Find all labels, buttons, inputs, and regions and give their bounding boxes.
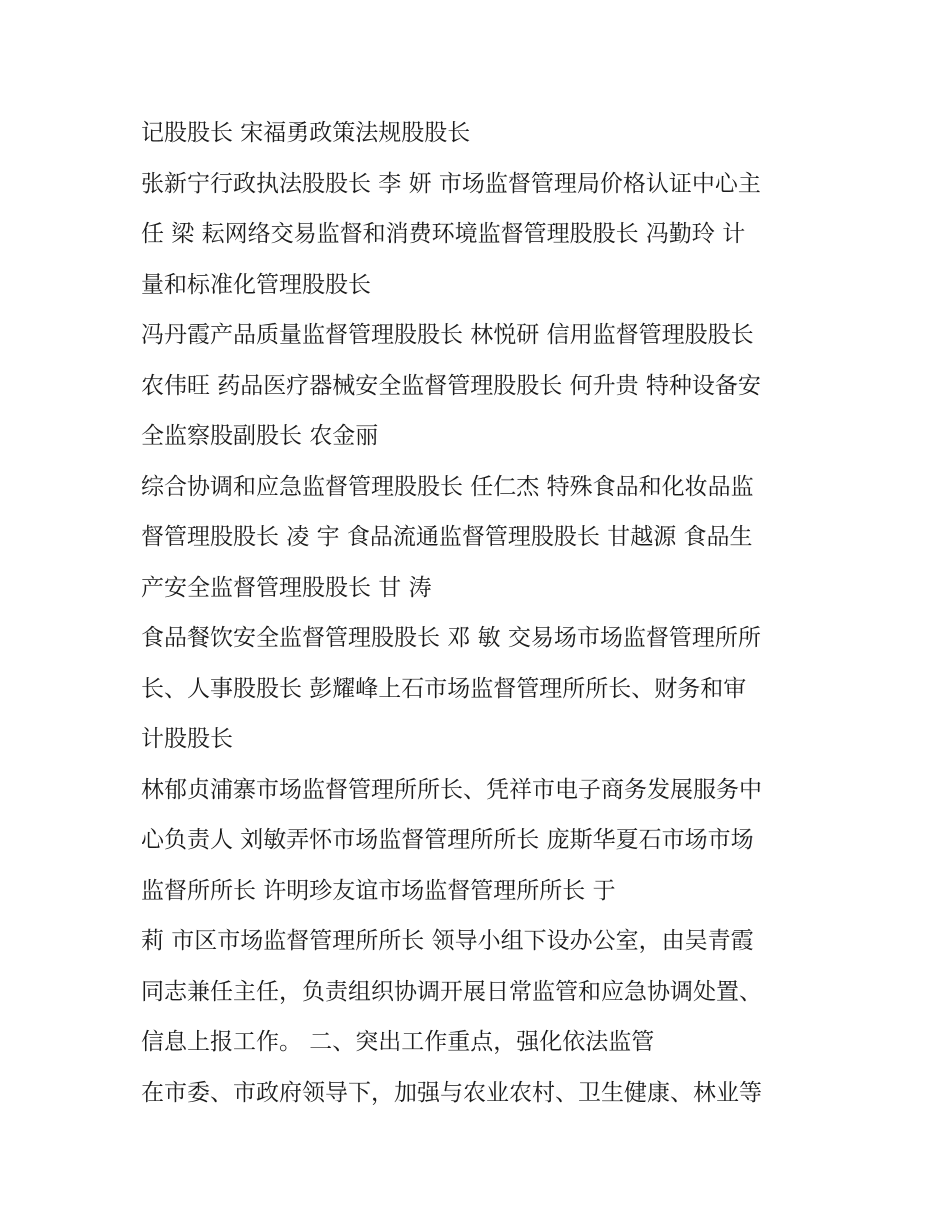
text-line: 长、人事股股长 彭耀峰上石市场监督管理所所长、财务和审: [141, 675, 747, 702]
text-line: 在市委、市政府领导下，加强与农业农村、卫生健康、林业等: [141, 1079, 762, 1106]
text-line: 同志兼任主任，负责组织协调开展日常监管和应急协调处置、: [141, 978, 762, 1005]
text-line: 食品餐饮安全监督管理股股长 邓 敏 交易场市场监督管理所所: [141, 625, 761, 651]
text-line: 信息上报工作。 二、突出工作重点，强化依法监管: [141, 1029, 655, 1055]
text-line: 任 梁 耘网络交易监督和消费环境监督管理股股长 冯勤玲 计: [141, 221, 746, 247]
text-line: 综合协调和应急监督管理股股长 任仁杰 特殊食品和化妆品监: [141, 473, 754, 500]
text-line: 监督所所长 许明珍友谊市场监督管理所所长 于: [141, 877, 616, 904]
text-line: 计股股长: [141, 726, 233, 752]
text-line: 全监察股副股长 农金丽: [141, 423, 379, 449]
text-line: 农伟旺 药品医疗器械安全监督管理股股长 何升贵 特种设备安: [141, 372, 761, 399]
text-line: 记股股长 宋福勇政策法规股股长: [141, 120, 471, 146]
text-line: 产安全监督管理股股长 甘 涛: [141, 574, 432, 601]
document-body: [141, 108, 841, 1118]
text-line: 心负责人 刘敏弄怀市场监督管理所所长 庞斯华夏石市场市场: [141, 827, 754, 853]
text-line: 冯丹霞产品质量监督管理股股长 林悦研 信用监督管理股股长: [141, 322, 754, 348]
text-line: 林郁贞浦寨市场监督管理所所长、凭祥市电子商务发展服务中: [141, 776, 762, 803]
text-line: 量和标准化管理股股长: [141, 271, 371, 298]
text-line: 督管理股股长 凌 宇 食品流通监督管理股股长 甘越源 食品生: [141, 524, 753, 550]
text-line: 莉 市区市场监督管理所所长 领导小组下设办公室，由吴青霞: [141, 928, 754, 954]
text-line: 张新宁行政执法股股长 李 妍 市场监督管理局价格认证中心主: [141, 170, 761, 197]
